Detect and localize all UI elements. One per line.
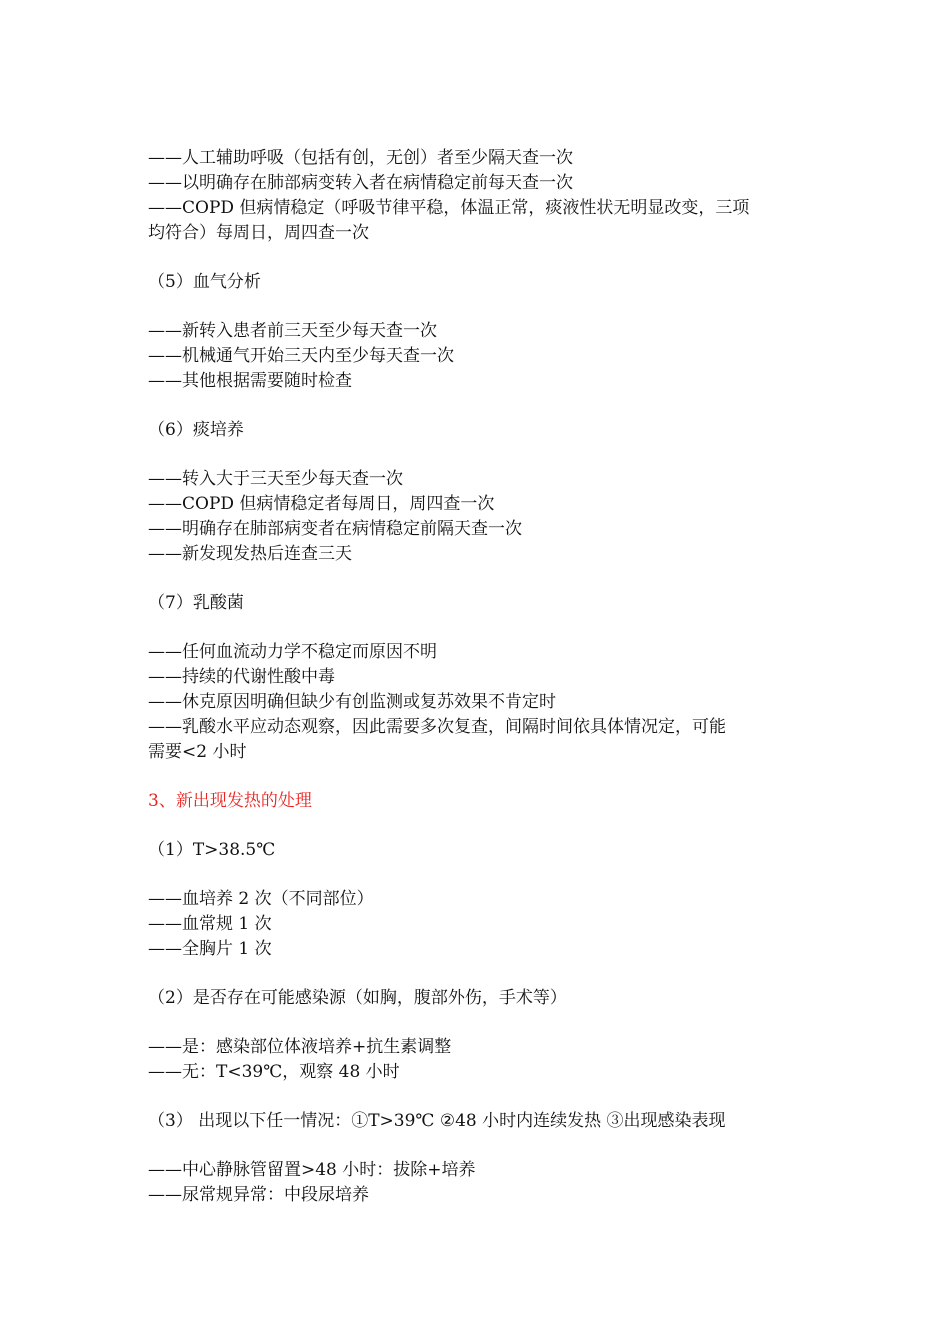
text-line: ——转入大于三天至少每天查一次 [148,469,403,489]
subsection-title-sputum-culture: （6）痰培养 [148,420,244,440]
subsection-title-infection-source: （2）是否存在可能感染源（如胸，腹部外伤，手术等） [148,988,567,1008]
text-line: 需要<2 小时 [148,742,247,762]
text-line: ——中心静脉管留置>48 小时：拔除+培养 [148,1160,476,1180]
text-line: ——尿常规异常：中段尿培养 [148,1185,369,1205]
text-line: ——持续的代谢性酸中毒 [148,667,335,687]
subsection-title-conditions: （3） 出现以下任一情况：①T>39℃ ②48 小时内连续发热 ③出现感染表现 [148,1111,726,1131]
text-line: ——其他根据需要随时检查 [148,371,352,391]
subsection-title-lactate: （7）乳酸菌 [148,593,244,613]
text-line: ——血培养 2 次（不同部位） [148,889,374,909]
text-line: ——任何血流动力学不稳定而原因不明 [148,642,437,662]
text-line: ——人工辅助呼吸（包括有创，无创）者至少隔天查一次 [148,148,573,168]
text-line: ——无：T<39℃，观察 48 小时 [148,1062,400,1082]
text-line: 均符合）每周日，周四查一次 [148,223,369,243]
text-line: ——休克原因明确但缺少有创监测或复苏效果不肯定时 [148,692,556,712]
subsection-title-blood-gas: （5）血气分析 [148,272,261,292]
section-heading-fever: 3、新出现发热的处理 [148,791,312,811]
text-line: ——机械通气开始三天内至少每天查一次 [148,346,454,366]
text-line: ——血常规 1 次 [148,914,272,934]
text-line: ——乳酸水平应动态观察，因此需要多次复查，间隔时间依具体情况定，可能 [148,717,726,737]
text-line: ——是：感染部位体液培养+抗生素调整 [148,1037,452,1057]
text-line: ——COPD 但病情稳定者每周日，周四查一次 [148,494,495,514]
text-line: ——新发现发热后连查三天 [148,544,352,564]
text-line: ——全胸片 1 次 [148,939,272,959]
text-line: ——新转入患者前三天至少每天查一次 [148,321,437,341]
text-line: ——COPD 但病情稳定（呼吸节律平稳，体温正常，痰液性状无明显改变，三项 [148,198,750,218]
document-page [148,146,808,1208]
subsection-title-temperature: （1）T>38.5℃ [148,840,276,860]
text-line: ——明确存在肺部病变者在病情稳定前隔天查一次 [148,519,522,539]
text-line: ——以明确存在肺部病变转入者在病情稳定前每天查一次 [148,173,573,193]
